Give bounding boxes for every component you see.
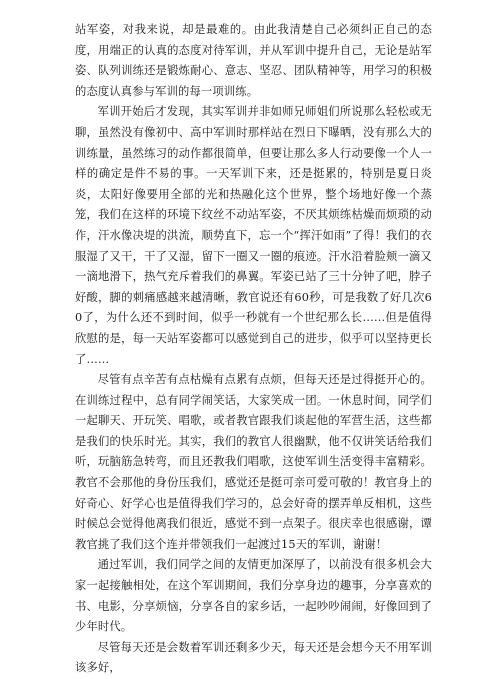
paragraph-4: 通过军训，我们同学之间的友情更加深厚了，以前没有很多机会大家一起接触相处，在这个军训期间，我们分享身边的趣事，分享喜欢的书、电影，分享烦恼，分享各自的家乡话，一起吵吵闹闹，好像回到了少年时代。 — [75, 558, 432, 634]
paragraph-1: 站军姿，对我来说，却是最难的。由此我清楚自己必须纠正自己的态度，用端正的认真的态度对待军训，并从军训中提升自己，无论是站军姿、队列训练还是锻炼耐心、意志、坚忍、团队精神等，用学习的积极的态度认真参与军训的每一项训练。 — [75, 23, 432, 98]
paragraph-5: 尽管每天还是会数着军训还剩多少天，每天还是会想今天不用军训该多好， — [75, 640, 432, 675]
paragraph-2: 军训开始后才发现，其实军训并非如师兄师姐们所说那么轻松或无聊，虽然没有像初中、高中军训时那样站在烈日下曝晒，没有那么大的训练量，虽然练习的动作都很简单，但要让那么多人行动要像一个人一样的确定是件不易的事。一天军训下来，还是挺累的，特别是夏日炎炎，太阳好像要用全部的光和热融化这个世界，整个场地好像一个蒸笼，我们在这样的环境下纹丝不动站军姿，不厌其烦练枯燥而烦琐的动作，汗水像决堤的洪流，顺势直下，忘一个“挥汗如雨”了得！我们的衣服湿了又干，干了又湿，留下一圈又一圈的痕迹。汗水沿着脸颊一滴又一滴地滑下，热气充斥着我们的鼻翼。军姿已站了三十分钟了吧，脖子好酸，脚的刺痛感越来越清晰，教官说还有60秒，可是我数了好几次60了，为什么还不到时间，似乎一秒就有一个世纪那么长……但是值得欣慰的是，每一天站军姿都可以感觉到自己的进步，似乎可以坚持更长了…… — [75, 105, 432, 366]
paragraph-3: 尽管有点辛苦有点枯燥有点累有点烦，但每天还是过得挺开心的。在训练过程中，总有同学闹笑话，大家笑成一团。一休息时间，同学们一起聊天、开玩笑、唱歌，或者教官跟我们谈起他的军营生活，这些都是我们的快乐时光。其实，我们的教官人很幽默，他不仅讲笑话给我们听，玩脑筋急转弯，而且还教我们唱歌，这使军训生活变得丰富精彩。教官不会那他的身份压我们，感觉还是挺可亲可爱可敬的！教官身上的好奇心、好学心也是值得我们学习的，总会好奇的摆弄单反相机，这些时候总会觉得他离我们很近，感觉不到一点架子。很庆幸也很感谢，谭教官挑了我们这个连并带领我们一起渡过15天的军训，谢谢！ — [75, 373, 432, 551]
